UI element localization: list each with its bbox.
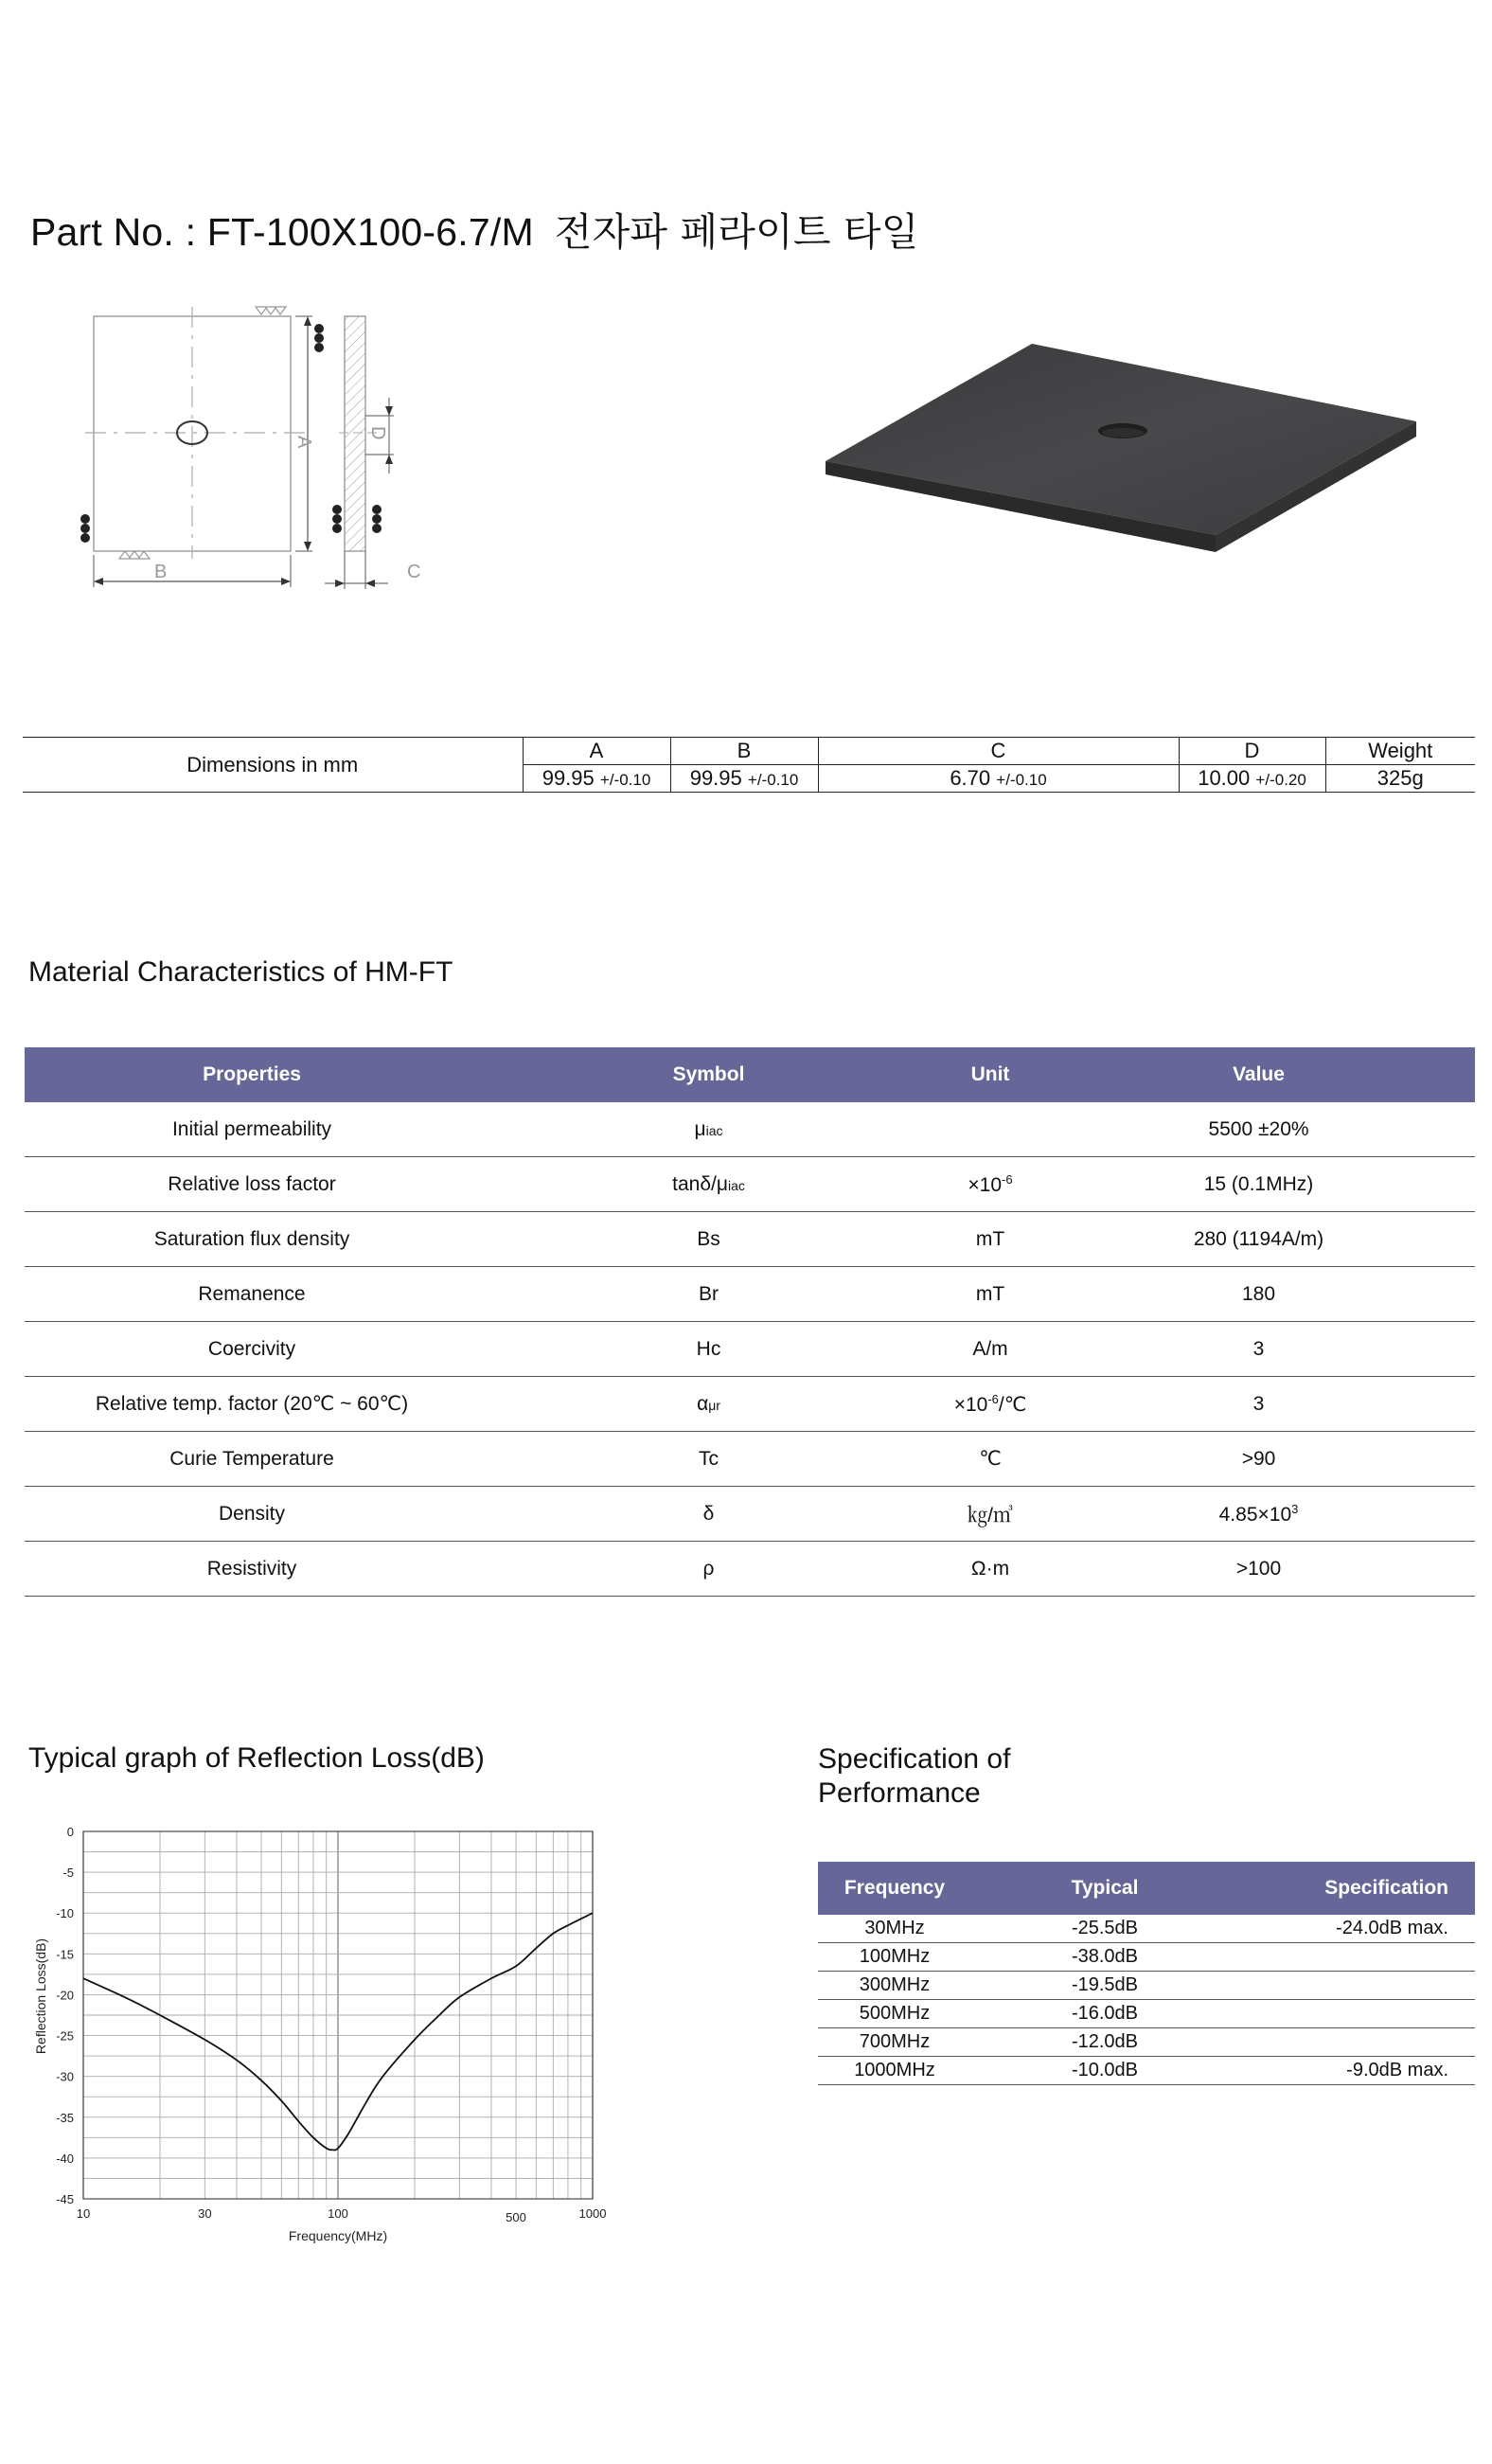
reflection-loss-chart xyxy=(28,1811,634,2246)
property-cell: Curie Temperature xyxy=(25,1432,479,1487)
table-row xyxy=(25,1322,1475,1377)
performance-table xyxy=(818,1862,1475,2085)
side-view xyxy=(345,316,365,551)
typical-cell: -19.5dB xyxy=(971,1972,1238,2000)
performance-heading xyxy=(818,1742,1010,1811)
unit-superscript: -6 xyxy=(1002,1171,1013,1187)
value-cell: >100 xyxy=(1042,1542,1475,1597)
x-tick-label: 1000 xyxy=(578,2206,607,2221)
x-tick-label: 10 xyxy=(76,2206,91,2221)
unit-cell: ㎏/㎥ xyxy=(938,1487,1042,1542)
table-row xyxy=(818,2028,1475,2057)
dim-header-b: B xyxy=(670,738,818,765)
dim-c-value: 6.70 xyxy=(950,766,991,790)
symbol-text: α xyxy=(697,1392,709,1415)
symbol-cell: Br xyxy=(479,1267,938,1322)
unit-tail: /℃ xyxy=(998,1393,1027,1416)
value-cell: 5500 ±20% xyxy=(1042,1102,1475,1157)
value-cell: 180 xyxy=(1042,1267,1475,1322)
unit-cell xyxy=(938,1102,1042,1157)
x-axis-label: Frequency(MHz) xyxy=(288,2228,388,2243)
property-cell: Saturation flux density xyxy=(25,1212,479,1267)
frequency-cell: 100MHz xyxy=(818,1943,971,1972)
spec-cell: -24.0dB max. xyxy=(1238,1915,1475,1943)
dim-a-value: 99.95 xyxy=(542,766,595,790)
frequency-cell: 700MHz xyxy=(818,2028,971,2057)
spec-cell: -9.0dB max. xyxy=(1238,2057,1475,2085)
dim-value-c xyxy=(818,765,1179,793)
value-cell: 15 (0.1MHz) xyxy=(1042,1157,1475,1212)
table-row xyxy=(25,1267,1475,1322)
x-tick-label: 500 xyxy=(506,2210,526,2224)
symbol-text: μ xyxy=(694,1117,706,1140)
dim-value-d xyxy=(1179,765,1325,793)
ferrite-tile-image xyxy=(822,336,1428,563)
frequency-cell: 300MHz xyxy=(818,1972,971,2000)
dim-c-tolerance: +/-0.10 xyxy=(996,771,1047,789)
material-heading: Material Characteristics of HM-FT xyxy=(28,956,453,988)
product-name-korean: 전자파 페라이트 타일 xyxy=(554,209,919,255)
graph-heading: Typical graph of Reflection Loss(dB) xyxy=(28,1742,485,1774)
property-cell: Resistivity xyxy=(25,1542,479,1597)
y-tick-label: -25 xyxy=(56,2028,74,2044)
technical-drawing xyxy=(57,294,644,597)
value-cell: 3 xyxy=(1042,1377,1475,1432)
table-row xyxy=(25,1432,1475,1487)
dim-a-tolerance: +/-0.10 xyxy=(599,771,651,789)
typical-cell: -16.0dB xyxy=(971,2000,1238,2028)
dim-label-a: A xyxy=(293,436,314,449)
col-symbol: Symbol xyxy=(479,1047,938,1102)
x-tick-label: 30 xyxy=(198,2206,212,2221)
dim-header-d: D xyxy=(1179,738,1325,765)
symbol-subscript: μr xyxy=(708,1397,720,1413)
x-tick-label: 100 xyxy=(328,2206,348,2221)
unit-superscript: -6 xyxy=(987,1391,999,1406)
dim-value-weight: 325g xyxy=(1325,765,1475,793)
unit-cell: ℃ xyxy=(938,1432,1042,1487)
value-text: 4.85×10 xyxy=(1218,1503,1292,1526)
dim-label-b: B xyxy=(154,562,168,582)
typical-cell: -38.0dB xyxy=(971,1943,1238,1972)
unit-text: ×10 xyxy=(953,1393,988,1416)
col-value: Value xyxy=(1042,1047,1475,1102)
dim-value-a xyxy=(523,765,670,793)
unit-cell: mT xyxy=(938,1212,1042,1267)
col-specification: Specification xyxy=(1238,1862,1475,1915)
y-tick-label: 0 xyxy=(66,1825,74,1839)
unit-cell xyxy=(938,1157,1042,1212)
table-row xyxy=(25,1157,1475,1212)
col-properties: Properties xyxy=(25,1047,479,1102)
col-typical: Typical xyxy=(971,1862,1238,1915)
table-row xyxy=(25,1542,1475,1597)
dim-d-value: 10.00 xyxy=(1198,766,1251,790)
table-row xyxy=(25,1212,1475,1267)
dim-b-value: 99.95 xyxy=(689,766,742,790)
property-cell: Coercivity xyxy=(25,1322,479,1377)
table-row xyxy=(818,1972,1475,2000)
unit-text: ×10 xyxy=(968,1173,1003,1196)
table-row xyxy=(25,1377,1475,1432)
symbol-text: tanδ/μ xyxy=(672,1172,728,1195)
typical-cell: -25.5dB xyxy=(971,1915,1238,1943)
symbol-cell: δ xyxy=(479,1487,938,1542)
y-tick-label: -20 xyxy=(56,1988,74,2003)
table-row xyxy=(818,1915,1475,1943)
frequency-cell: 30MHz xyxy=(818,1915,971,1943)
value-superscript: 3 xyxy=(1291,1501,1299,1516)
y-tick-label: -35 xyxy=(56,2110,74,2125)
dim-value-b xyxy=(670,765,818,793)
typical-cell: -12.0dB xyxy=(971,2028,1238,2057)
col-unit: Unit xyxy=(938,1047,1042,1102)
y-tick-label: -5 xyxy=(62,1866,74,1881)
value-cell xyxy=(1042,1487,1475,1542)
value-cell: >90 xyxy=(1042,1432,1475,1487)
dimensions-label: Dimensions in mm xyxy=(23,738,523,793)
frequency-cell: 1000MHz xyxy=(818,2057,971,2085)
symbol-subscript: iac xyxy=(705,1122,723,1138)
property-cell: Relative loss factor xyxy=(25,1157,479,1212)
value-cell: 3 xyxy=(1042,1322,1475,1377)
symbol-cell: Tc xyxy=(479,1432,938,1487)
unit-cell: A/m xyxy=(938,1322,1042,1377)
symbol-cell: ρ xyxy=(479,1542,938,1597)
symbol-cell: Hc xyxy=(479,1322,938,1377)
unit-cell xyxy=(938,1377,1042,1432)
dim-label-c: C xyxy=(407,562,421,582)
y-tick-label: -30 xyxy=(56,2069,74,2084)
symbol-cell: Bs xyxy=(479,1212,938,1267)
spec-cell xyxy=(1238,1972,1475,2000)
table-row xyxy=(818,2000,1475,2028)
part-number: Part No. : FT-100X100-6.7/M xyxy=(30,210,534,254)
symbol-cell xyxy=(479,1157,938,1212)
dim-b-tolerance: +/-0.10 xyxy=(747,771,799,789)
symbol-cell xyxy=(479,1377,938,1432)
table-row xyxy=(25,1487,1475,1542)
page-title xyxy=(30,201,919,257)
spec-cell xyxy=(1238,2000,1475,2028)
property-cell: Density xyxy=(25,1487,479,1542)
dim-header-weight: Weight xyxy=(1325,738,1475,765)
y-axis-label: Reflection Loss(dB) xyxy=(33,1937,48,2055)
frequency-cell: 500MHz xyxy=(818,2000,971,2028)
typical-cell: -10.0dB xyxy=(971,2057,1238,2085)
performance-heading-line2: Performance xyxy=(818,1777,981,1809)
symbol-subscript: iac xyxy=(727,1177,745,1193)
table-row xyxy=(818,2057,1475,2085)
property-cell: Initial permeability xyxy=(25,1102,479,1157)
dim-label-d: D xyxy=(367,426,388,440)
unit-cell: Ω·m xyxy=(938,1542,1042,1597)
dim-header-a: A xyxy=(523,738,670,765)
y-tick-label: -40 xyxy=(56,2151,74,2166)
material-table xyxy=(25,1047,1475,1597)
y-tick-label: -45 xyxy=(56,2192,74,2206)
col-frequency: Frequency xyxy=(818,1862,971,1915)
spec-cell xyxy=(1238,1943,1475,1972)
spec-cell xyxy=(1238,2028,1475,2057)
symbol-cell xyxy=(479,1102,938,1157)
property-cell: Remanence xyxy=(25,1267,479,1322)
y-tick-label: -10 xyxy=(56,1906,74,1921)
dim-header-c: C xyxy=(818,738,1179,765)
property-cell: Relative temp. factor (20℃ ~ 60℃) xyxy=(25,1377,479,1432)
table-row xyxy=(818,1943,1475,1972)
unit-cell: mT xyxy=(938,1267,1042,1322)
y-tick-label: -15 xyxy=(56,1947,74,1962)
value-cell: 280 (1194A/m) xyxy=(1042,1212,1475,1267)
performance-heading-line1: Specification of xyxy=(818,1743,1011,1775)
table-row xyxy=(25,1102,1475,1157)
dimensions-table xyxy=(23,737,1475,793)
dim-d-tolerance: +/-0.20 xyxy=(1255,771,1306,789)
